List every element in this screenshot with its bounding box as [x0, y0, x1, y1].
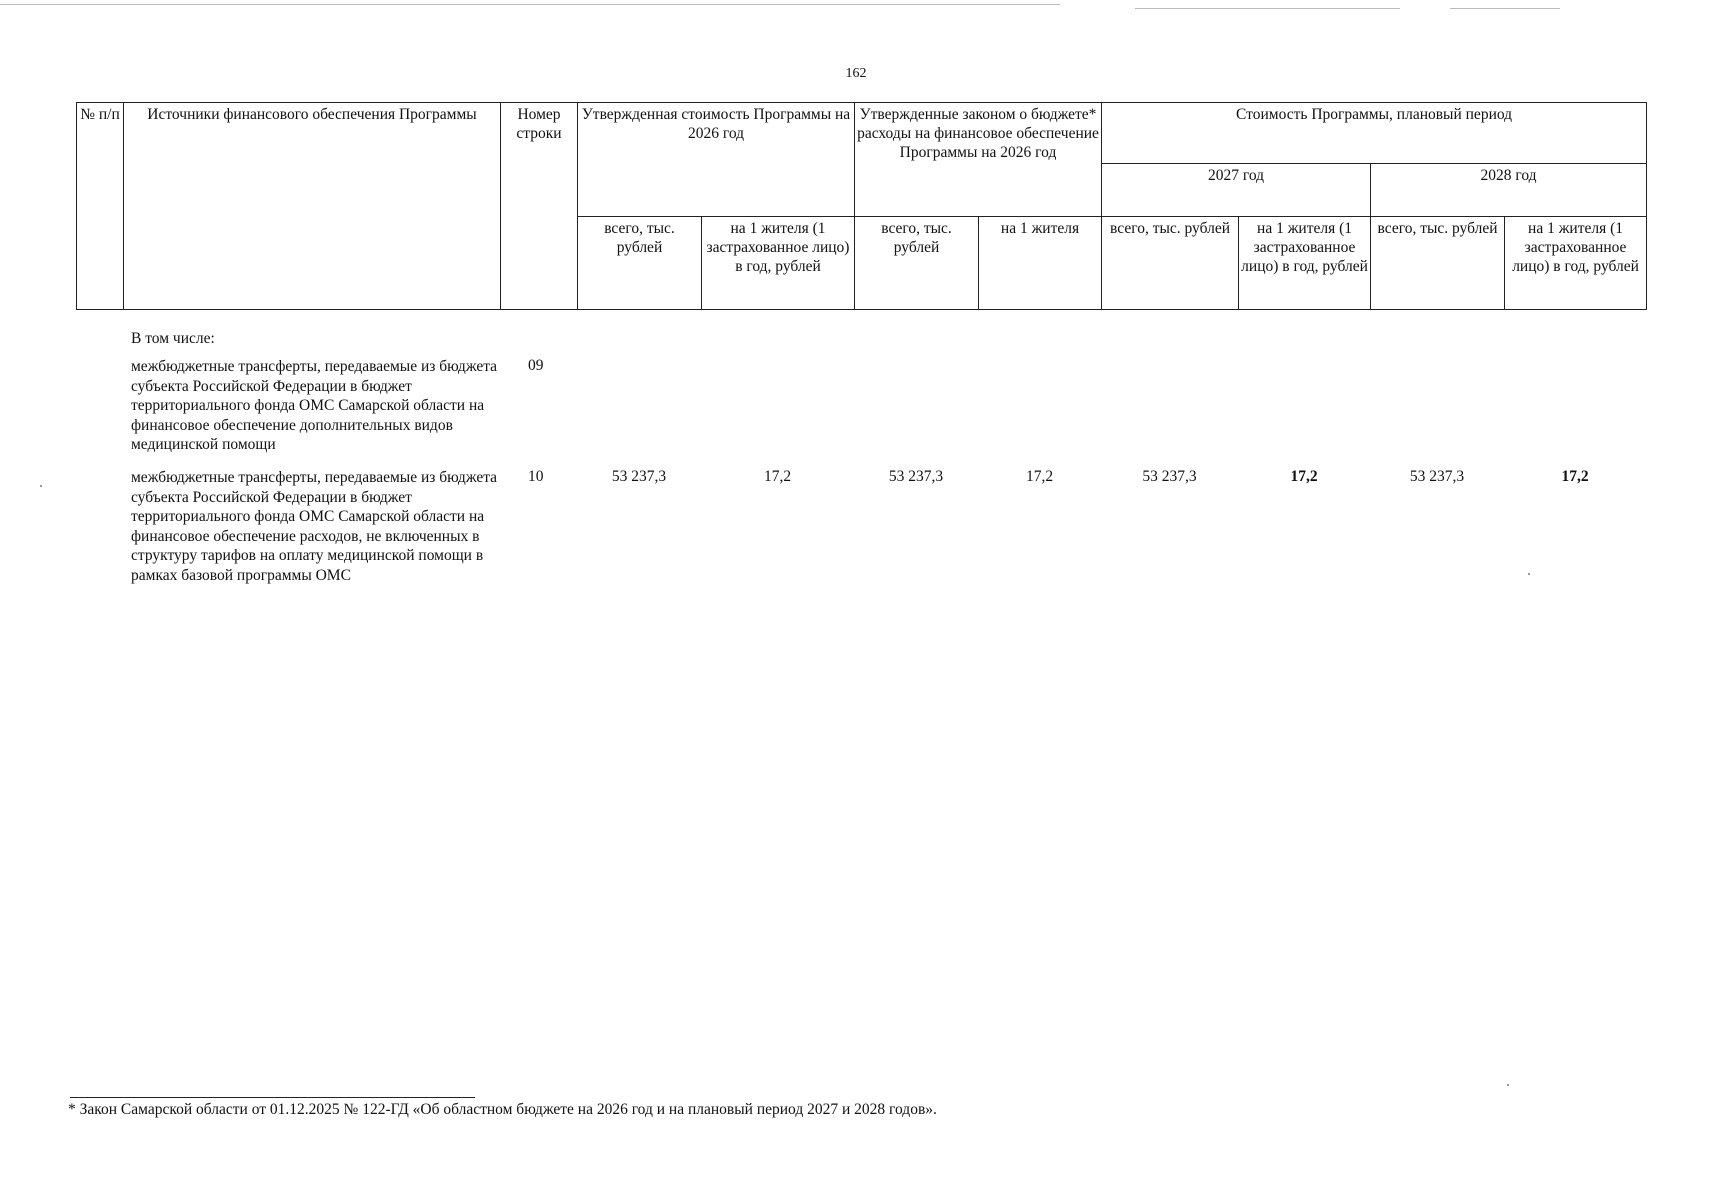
scan-speck	[40, 485, 42, 487]
footnote-separator	[70, 1097, 475, 1098]
row-10-2027-total: 53 237,3	[1142, 468, 1197, 485]
header-group-plan: Стоимость Программы, плановый период	[1102, 103, 1647, 164]
header-law-total: всего, тыс. рублей	[855, 217, 979, 310]
row-10-2028-total: 53 237,3	[1409, 468, 1465, 485]
scan-artifact-line	[0, 4, 1060, 5]
header-col-number: № п/п	[77, 103, 124, 310]
scan-speck	[1528, 573, 1530, 575]
header-2027-total: всего, тыс. рублей	[1102, 217, 1239, 310]
header-year-2028: 2028 год	[1371, 164, 1647, 217]
header-group-law: Утвержденные законом о бюджете* расходы на финансовое обеспечение Программы на 2026 год	[855, 103, 1102, 217]
row-10-2027-per: 17,2	[1290, 468, 1318, 485]
scan-artifact-line	[1135, 8, 1400, 9]
scan-speck	[1507, 1084, 1509, 1086]
row-09-label: межбюджетные трансферты, передаваемые из бюджета субъекта Российской Федерации в бюджет территориального фонда ОМС Самарской области на финансовое обеспечение дополнительных видов медицинской помощи	[131, 358, 498, 453]
header-col-sources: Источники финансового обеспечения Программы	[124, 103, 501, 310]
row-10-approved-total: 53 237,3	[611, 468, 667, 485]
header-law-per-resident: на 1 жителя	[979, 217, 1102, 310]
header-approved-per-insured: на 1 жителя (1 застрахованное лицо) в год, рублей	[702, 217, 855, 310]
row-10-law-per: 17,2	[1025, 468, 1054, 485]
header-group-approved: Утвержденная стоимость Программы на 2026 год	[578, 103, 855, 217]
header-col-row-number: Номер строки	[501, 103, 578, 310]
page-number: 162	[845, 66, 867, 81]
row-10-number: 10	[528, 468, 544, 485]
header-year-2027: 2027 год	[1102, 164, 1371, 217]
row-10-label: межбюджетные трансферты, передаваемые из бюджета субъекта Российской Федерации в бюджет территориального фонда ОМС Самарской области на финансовое обеспечение расходов, не включенных в структуру тарифов на оплату медицинской помощи в рамках базовой программы ОМС	[131, 469, 498, 584]
header-approved-total: всего, тыс. рублей	[578, 217, 702, 310]
row-10-approved-per: 17,2	[763, 468, 792, 485]
row-09-number: 09	[528, 357, 544, 374]
header-2027-per-insured: на 1 жителя (1 застрахованное лицо) в год, рублей	[1239, 217, 1371, 310]
row-10-2028-per: 17,2	[1561, 468, 1589, 485]
scan-artifact-line	[1450, 8, 1560, 9]
row-10-law-total: 53 237,3	[888, 468, 944, 485]
header-2028-total: всего, тыс. рублей	[1371, 217, 1505, 310]
header-2028-per-insured: на 1 жителя (1 застрахованное лицо) в год, рублей	[1505, 217, 1647, 310]
footnote: * Закон Самарской области от 01.12.2025 № 122-ГД «Об областном бюджете на 2026 год и на плановый период 2027 и 2028 годов».	[68, 1101, 937, 1118]
subheading: В том числе:	[131, 330, 215, 347]
header-table	[76, 102, 1647, 310]
